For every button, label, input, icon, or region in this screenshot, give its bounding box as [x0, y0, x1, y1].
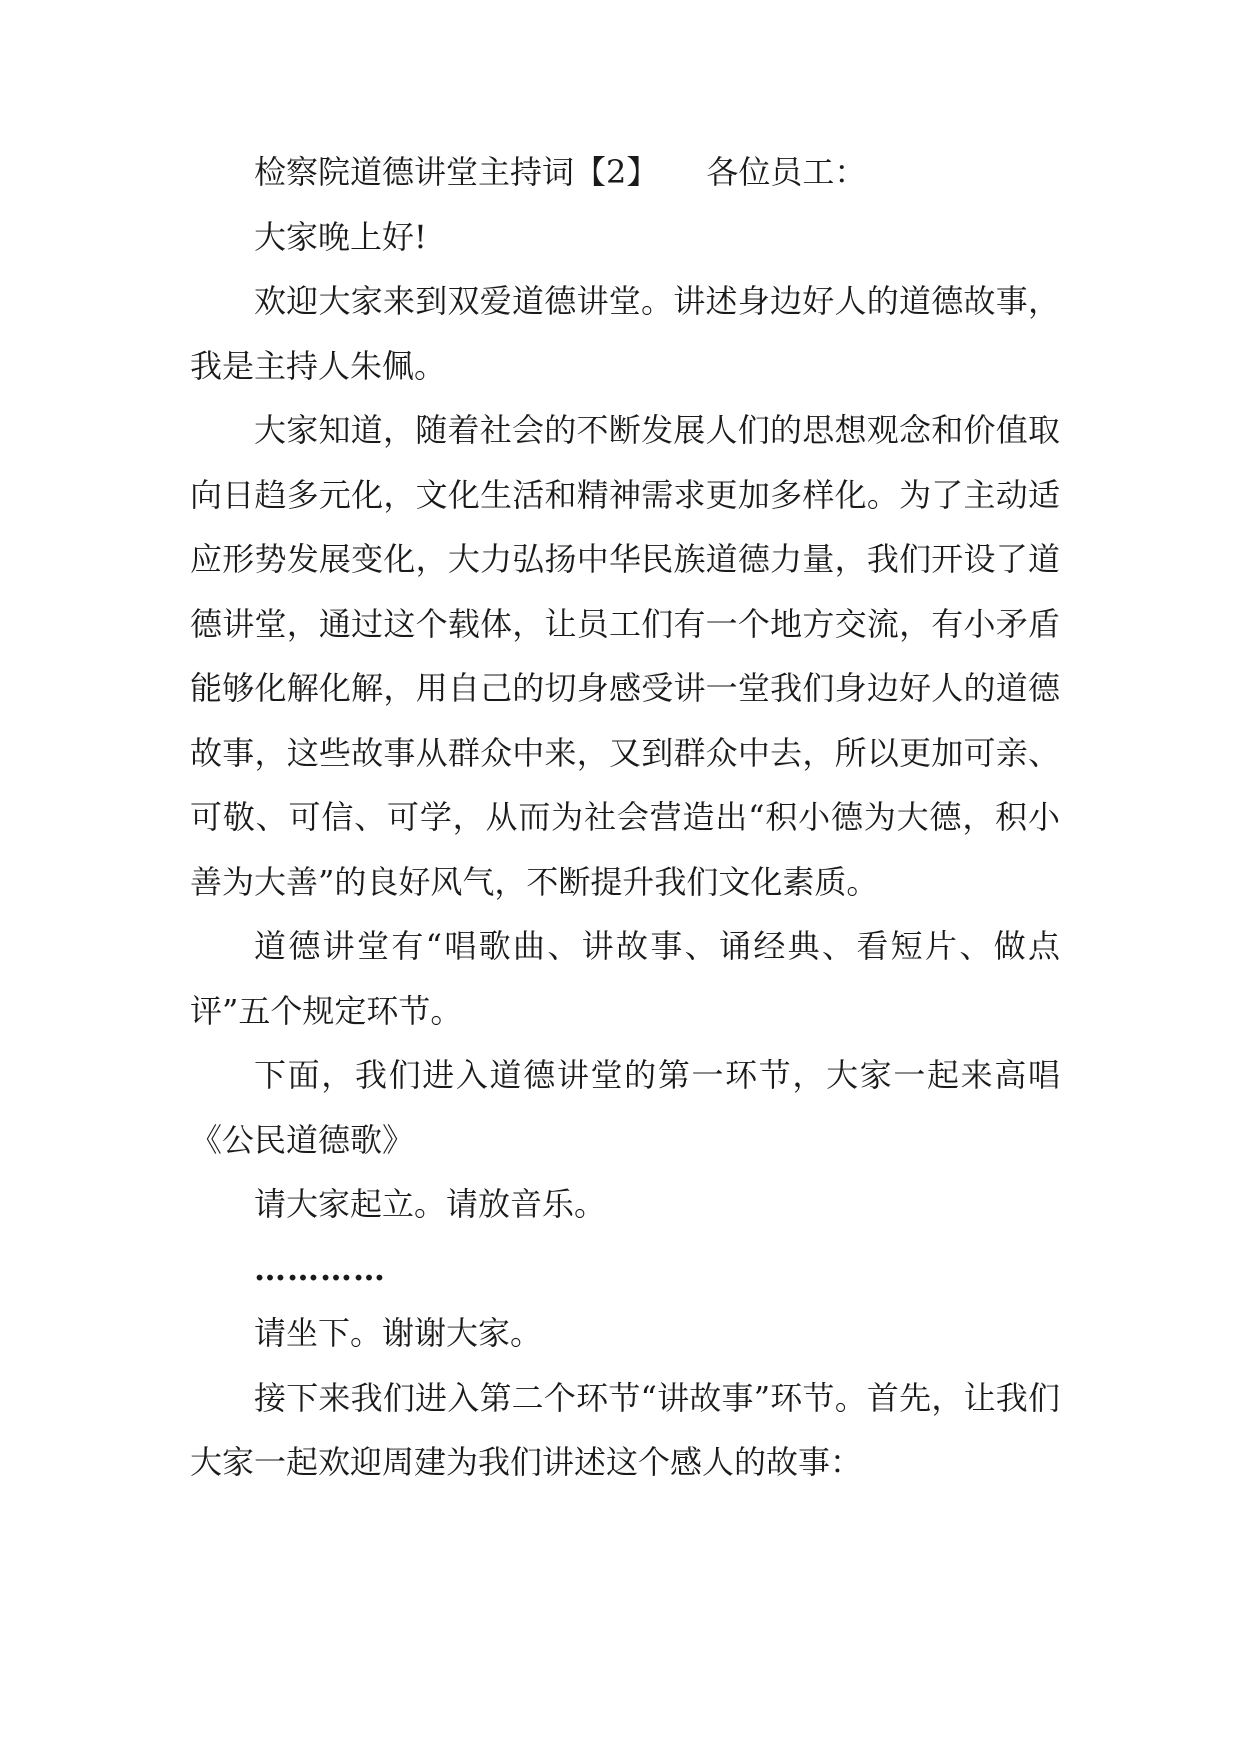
paragraph-sit-down: 请坐下。谢谢大家。 — [254, 1314, 543, 1352]
paragraph-introduction: 大家知道，随着社会的不断发展人们的思想观念和价值取向日趋多元化，文化生活和精神需求更加多样化。为了主动适应形势发展变化，大力弘扬中华民族道德力量，我们开设了道德讲堂，通过这个载体，让员工们有一个地方交流，有小矛盾能够化解化解，用自己的切身感受讲一堂我们身边好人的道德故事，这些故事从群众中来，又到群众中去，所以更加可亲、可敬、可信、可学，从而为社会营造出“积小德为大德，积小善为大善”的良好风气，不断提升我们文化素质。 — [190, 411, 1060, 901]
paragraph-program-segments: 道德讲堂有“唱歌曲、讲故事、诵经典、看短片、做点评”五个规定环节。 — [190, 927, 1060, 1030]
paragraph-stand-up: 请大家起立。请放音乐。 — [254, 1185, 607, 1223]
document-title-line: 检察院道德讲堂主持词【2】 各位员工： — [254, 153, 867, 191]
document-body — [190, 140, 1060, 1495]
paragraph-greeting: 大家晚上好! — [254, 217, 427, 256]
paragraph-second-segment: 接下来我们进入第二个环节“讲故事”环节。首先，让我们大家一起欢迎周建为我们讲述这个感人的故事： — [190, 1378, 1060, 1481]
paragraph-welcome: 欢迎大家来到双爱道德讲堂。讲述身边好人的道德故事，我是主持人朱佩。 — [190, 282, 1060, 385]
paragraph-ellipsis: ………… — [254, 1249, 386, 1288]
paragraph-first-segment: 下面，我们进入道德讲堂的第一环节，大家一起来高唱《公民道德歌》 — [190, 1056, 1060, 1159]
